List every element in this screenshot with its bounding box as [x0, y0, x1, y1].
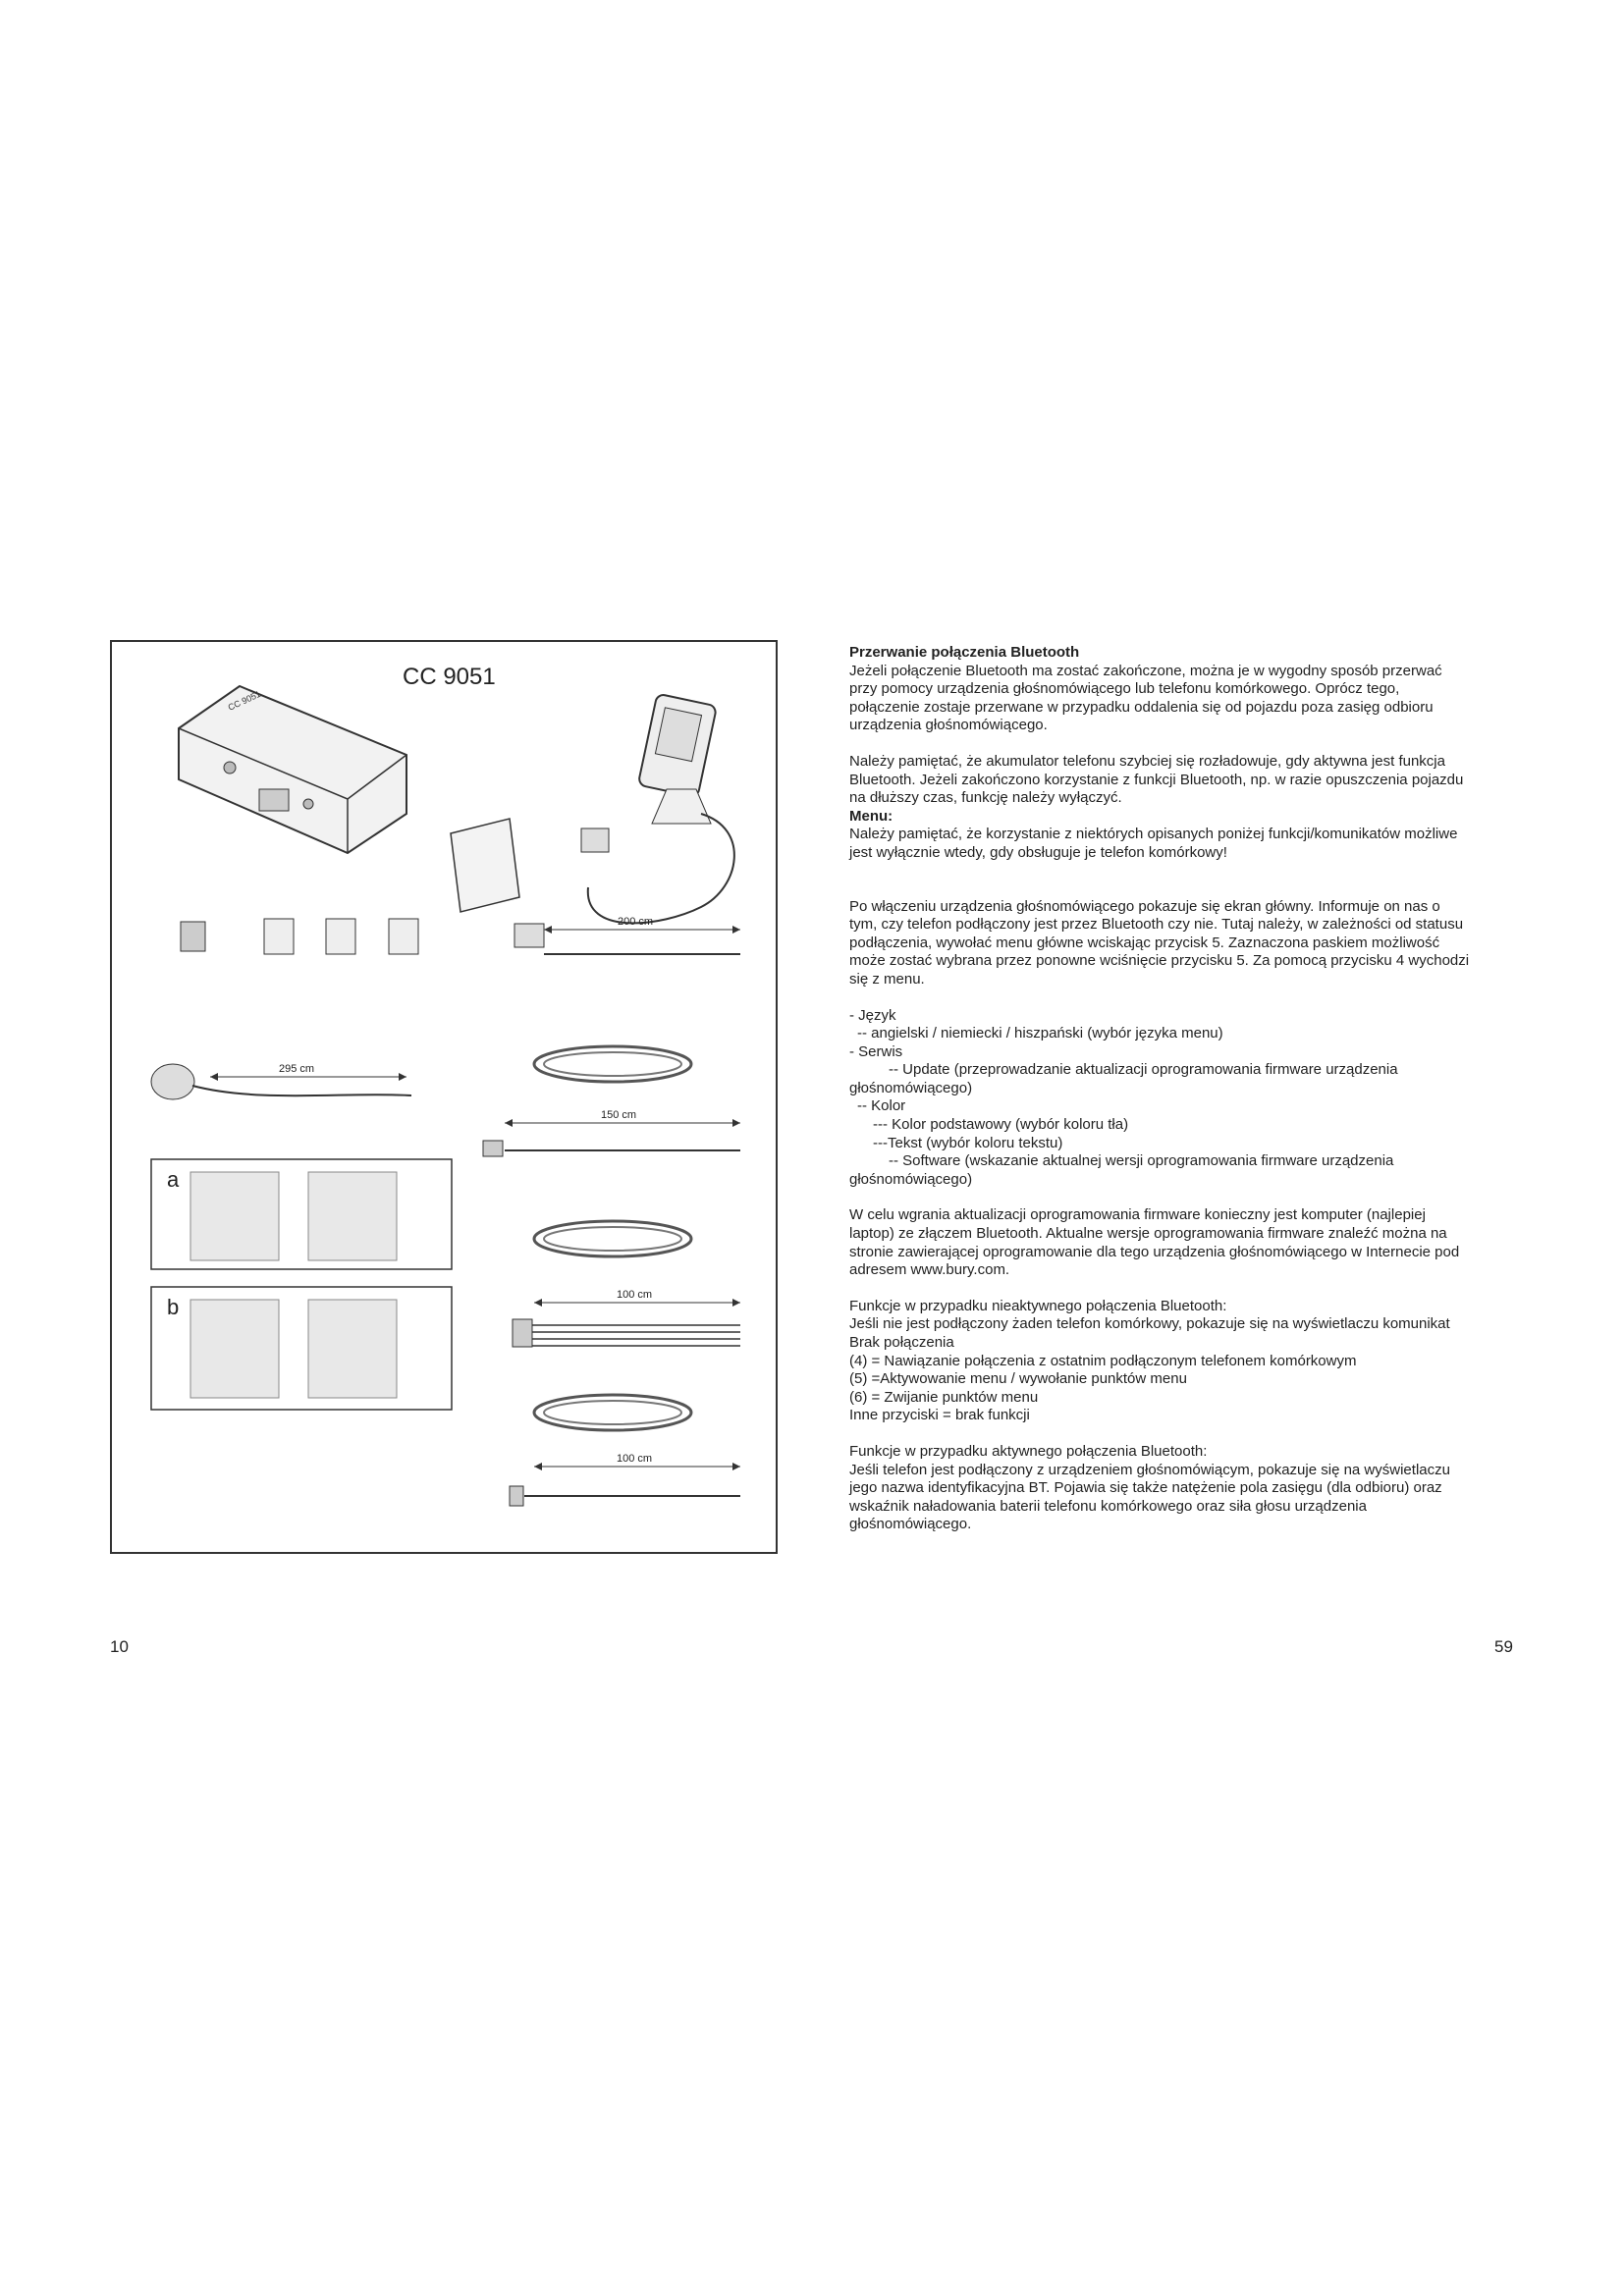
section1-title: Przerwanie połączenia Bluetooth — [849, 644, 1080, 661]
microphone-295cm-illustration — [151, 1063, 411, 1099]
cable-150cm-illustration — [483, 1046, 740, 1156]
main-unit-illustration — [179, 686, 406, 853]
menu-tree-item: --- Kolor podstawowy (wybór koloru tła) — [873, 1116, 1129, 1134]
cable-200cm-illustration — [514, 916, 740, 954]
mounting-clips-illustration — [181, 919, 418, 954]
section2-line: Bluetooth. Jeżeli zakończono korzystanie z funkcji Bluetooth, np. w razie opuszczenia pojazdu — [849, 771, 1464, 788]
menu-line: Należy pamiętać, że korzystanie z niektórych opisanych poniżej funkcji/komunikatów możliwe — [849, 826, 1458, 843]
page-number-left: 10 — [110, 1637, 129, 1656]
figure-frame — [110, 640, 778, 1554]
section1-line: Jeżeli połączenie Bluetooth ma zostać zakończone, można je w wygodny sposób przerwać — [849, 662, 1442, 679]
section6-line: Jeśli telefon jest podłączony z urządzeniem głośnomówiącym, pokazuje się na wyświetlaczu — [849, 1461, 1450, 1478]
section5-line: (6) = Zwijanie punktów menu — [849, 1388, 1039, 1406]
section1-line: połączenie zostaje przerwane w przypadku oddalenia się od pojazdu poza zasięg odbioru — [849, 698, 1434, 716]
section4-line: laptop) ze złączem Bluetooth. Aktualne wersje oprogramowania firmware znaleźć można na — [849, 1225, 1447, 1243]
label-b: b — [167, 1295, 180, 1319]
dim-200: 200 cm — [618, 916, 654, 928]
section1-line: urządzenia głośnomówiącego. — [849, 717, 1048, 734]
menu-tree-item: -- Software (wskazanie aktualnej wersji oprogramowania firmware urządzenia — [889, 1152, 1394, 1170]
section2-line: na dłuższy czas, funkcję należy wyłączyć. — [849, 789, 1122, 807]
accessory-bag-illustration — [451, 819, 519, 912]
menu-tree-item: -- angielski / niemiecki / hiszpański (wybór języka menu) — [857, 1025, 1223, 1042]
section3-line: podłączenia, wywołać menu główne wciskając przycisk 5. Zaznaczona paskiem możliwość — [849, 934, 1440, 951]
section5-line: Funkcje w przypadku nieaktywnego połączenia Bluetooth: — [849, 1297, 1227, 1314]
menu-tree-item: -- Update (przeprowadzanie aktualizacji oprogramowania firmware urządzenia — [889, 1061, 1398, 1079]
mounting-option-a — [151, 1159, 452, 1269]
section3-line: tym, czy telefon podłączony jest przez Bluetooth czy nie. Tutaj należy, w zależności od statusu — [849, 916, 1464, 934]
section5-line: Inne przyciski = brak funkcji — [849, 1407, 1030, 1424]
dim-150: 150 cm — [601, 1109, 637, 1121]
model-title: CC 9051 — [403, 664, 496, 690]
page-number-right: 59 — [1494, 1637, 1513, 1656]
menu-tree-item: głośnomówiącego) — [849, 1170, 973, 1188]
text-column — [849, 644, 1537, 1534]
section1-line: przy pomocy urządzenia głośnomówiącego lub telefonu komórkowego. Oprócz tego, — [849, 680, 1400, 698]
section2-line: Należy pamiętać, że akumulator telefonu szybciej się rozładowuje, gdy aktywna jest funkcja — [849, 752, 1445, 770]
section4-line: stronie zawierającej oprogramowanie dla tego urządzenia głośnomówiącego w Internecie pod — [849, 1243, 1460, 1260]
menu-tree-item: - Język — [849, 1006, 896, 1024]
section4-line: adresem www.bury.com. — [849, 1261, 1010, 1279]
section4-line: W celu wgrania aktualizacji oprogramowania firmware konieczny jest komputer (najlepiej — [849, 1206, 1426, 1224]
section6-line: jego nazwa identyfikacyjna BT. Pojawia się także natężenie pola zasięgu (dla odbioru) oraz — [849, 1479, 1442, 1497]
phone-holder-illustration — [581, 694, 734, 924]
section3-line: się z menu. — [849, 970, 925, 988]
menu-title: Menu: — [849, 807, 893, 825]
dim-295: 295 cm — [279, 1063, 315, 1075]
section6-line: wskaźnik naładowania baterii telefonu komórkowego oraz siła głosu urządzenia — [849, 1497, 1367, 1515]
section6-line: głośnomówiącego. — [849, 1516, 972, 1533]
section6-line: Funkcje w przypadku aktywnego połączenia Bluetooth: — [849, 1442, 1208, 1460]
svg-text:CC 9051: CC 9051 — [226, 688, 263, 713]
menu-tree-item: ---Tekst (wybór koloru tekstu) — [873, 1134, 1063, 1151]
section3-line: Po włączeniu urządzenia głośnomówiącego pokazuje się ekran główny. Informuje on nas o — [849, 897, 1440, 915]
coiled-cable-2-illustration — [534, 1221, 691, 1256]
menu-tree-item: głośnomówiącego) — [849, 1079, 973, 1096]
section3-line: może zostać wybrana przez ponowne wciśnięcie przycisku 5. Za pomocą przycisku 4 wychodzi — [849, 952, 1470, 970]
cable-100cm-jack-illustration — [510, 1453, 740, 1506]
section5-line: (4) = Nawiązanie połączenia z ostatnim podłączonym telefonem komórkowym — [849, 1352, 1357, 1369]
label-a: a — [167, 1167, 180, 1192]
cable-100cm-wires-illustration — [513, 1289, 740, 1347]
mounting-option-b — [151, 1287, 452, 1410]
menu-tree-item: - Serwis — [849, 1042, 903, 1060]
dim-100-a: 100 cm — [617, 1289, 653, 1301]
section5-line: Jeśli nie jest podłączony żaden telefon komórkowy, pokazuje się na wyświetlaczu komunikat — [849, 1315, 1450, 1333]
menu-line: jest wyłącznie wtedy, gdy obsługuje je telefon komórkowy! — [849, 843, 1227, 861]
menu-tree-item: -- Kolor — [857, 1097, 906, 1115]
coiled-cable-3-illustration — [534, 1395, 691, 1430]
section5-line: (5) =Aktywowanie menu / wywołanie punktów menu — [849, 1370, 1187, 1388]
dim-100-b: 100 cm — [617, 1453, 653, 1465]
figure-canvas — [112, 642, 780, 1556]
section5-line: Brak połączenia — [849, 1334, 954, 1351]
